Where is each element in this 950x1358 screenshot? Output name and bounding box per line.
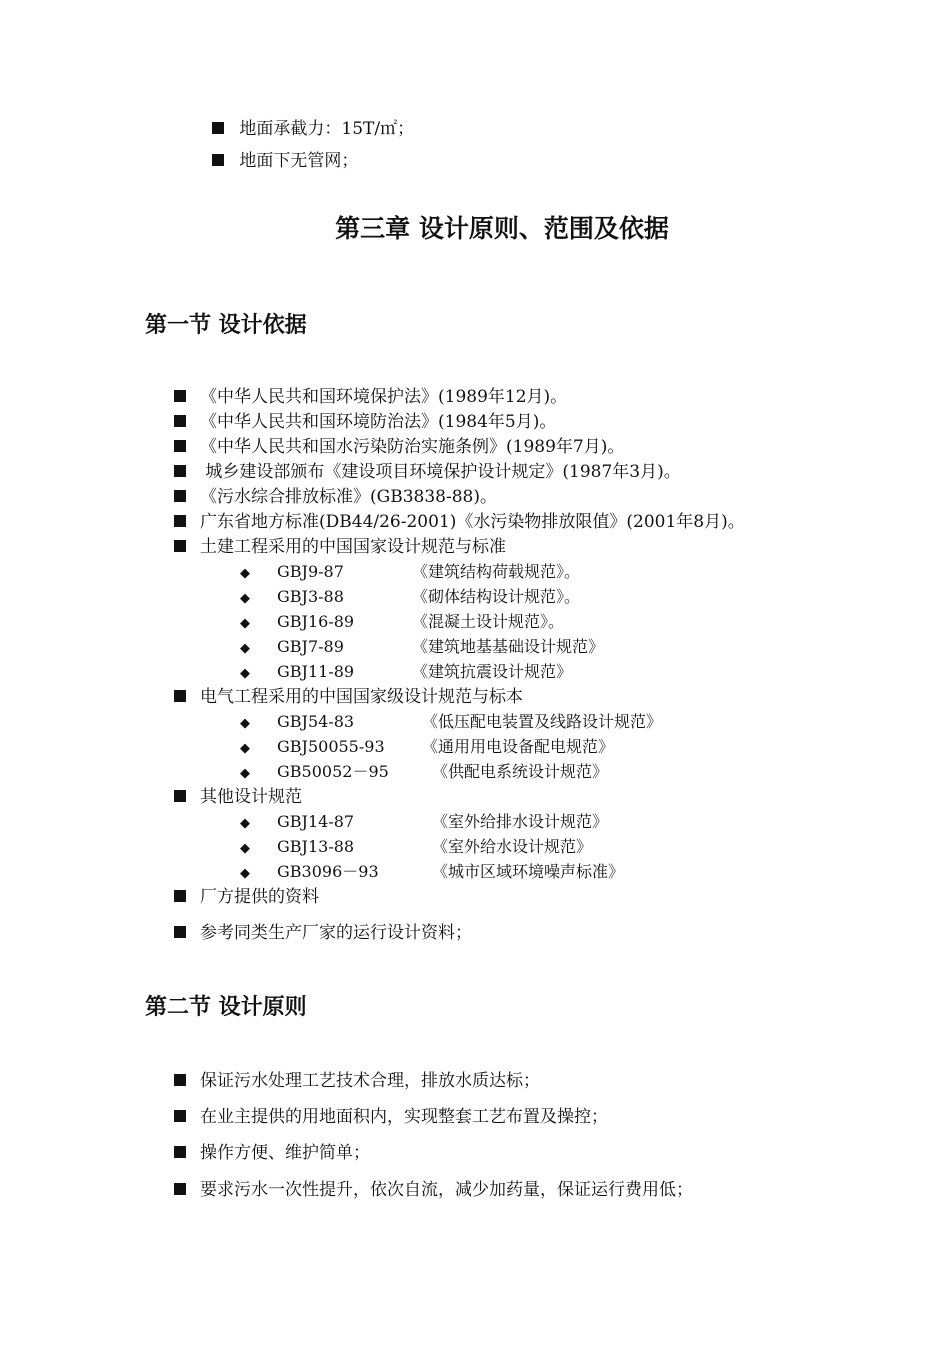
- list-item: 广东省地方标准(DB44/26-2001)《水污染物排放限值》(2001年8月)。: [174, 511, 745, 533]
- list-item: 城乡建设部颁布《建设项目环境保护设计规定》(1987年3月)。: [174, 461, 681, 483]
- diamond-bullet-icon: ◆: [240, 841, 250, 856]
- square-bullet-icon: [174, 790, 186, 802]
- diamond-bullet-icon: ◆: [240, 591, 250, 606]
- square-bullet-icon: [174, 440, 186, 452]
- standard-item: ◆ GBJ16-89 《混凝土设计规范》。: [240, 611, 250, 635]
- list-item: 《中华人民共和国环境防治法》(1984年5月)。: [174, 411, 556, 433]
- list-item: 保证污水处理工艺技术合理，排放水质达标；: [174, 1070, 540, 1092]
- square-bullet-icon: [174, 1146, 186, 1158]
- standard-item: ◆ GB50052－95 《供配电系统设计规范》: [240, 761, 250, 785]
- list-item: 《污水综合排放标准》(GB3838-88)。: [174, 486, 497, 508]
- list-item: 地面承截力：15T/㎡；: [212, 118, 414, 140]
- diamond-bullet-icon: ◆: [240, 616, 250, 631]
- list-item: 电气工程采用的中国国家级设计规范与标本: [174, 686, 523, 708]
- list-item: 要求污水一次性提升，依次自流，减少加药量，保证运行费用低；: [174, 1179, 693, 1201]
- standard-item: ◆ GBJ11-89 《建筑抗震设计规范》: [240, 661, 250, 685]
- square-bullet-icon: [174, 490, 186, 502]
- diamond-bullet-icon: ◆: [240, 641, 250, 656]
- diamond-bullet-icon: ◆: [240, 666, 250, 681]
- diamond-bullet-icon: ◆: [240, 741, 250, 756]
- standard-item: ◆ GBJ9-87 《建筑结构荷载规范》。: [240, 561, 250, 585]
- square-bullet-icon: [174, 1183, 186, 1195]
- square-bullet-icon: [174, 540, 186, 552]
- list-item: 厂方提供的资料: [174, 886, 319, 908]
- square-bullet-icon: [174, 515, 186, 527]
- list-item: 地面下无管网；: [212, 150, 358, 172]
- list-item: 《中华人民共和国环境保护法》(1989年12月)。: [174, 386, 567, 408]
- square-bullet-icon: [174, 465, 186, 477]
- square-bullet-icon: [174, 926, 186, 938]
- standard-item: ◆ GB3096－93 《城市区域环境噪声标准》: [240, 861, 250, 885]
- list-item: 操作方便、维护简单；: [174, 1142, 370, 1164]
- diamond-bullet-icon: ◆: [240, 816, 250, 831]
- square-bullet-icon: [212, 154, 224, 166]
- square-bullet-icon: [174, 1110, 186, 1122]
- standard-item: ◆ GBJ13-88 《室外给水设计规范》: [240, 836, 250, 860]
- list-item: 土建工程采用的中国国家设计规范与标准: [174, 536, 506, 558]
- list-item: 参考同类生产厂家的运行设计资料；: [174, 922, 472, 944]
- diamond-bullet-icon: ◆: [240, 716, 250, 731]
- square-bullet-icon: [174, 1074, 186, 1086]
- standard-item: ◆ GBJ7-89 《建筑地基基础设计规范》: [240, 636, 250, 660]
- diamond-bullet-icon: ◆: [240, 566, 250, 581]
- square-bullet-icon: [174, 890, 186, 902]
- standard-item: ◆ GBJ54-83 《低压配电装置及线路设计规范》: [240, 711, 250, 735]
- square-bullet-icon: [212, 122, 224, 134]
- chapter-title: 第三章 设计原则、范围及依据: [335, 214, 669, 243]
- square-bullet-icon: [174, 390, 186, 402]
- square-bullet-icon: [174, 415, 186, 427]
- list-item: 《中华人民共和国水污染防治实施条例》(1989年7月)。: [174, 436, 624, 458]
- section-title: 第一节 设计依据: [145, 313, 307, 338]
- square-bullet-icon: [174, 690, 186, 702]
- diamond-bullet-icon: ◆: [240, 766, 250, 781]
- section-title: 第二节 设计原则: [145, 995, 307, 1020]
- list-item: 在业主提供的用地面积内，实现整套工艺布置及操控；: [174, 1106, 608, 1128]
- standard-item: ◆ GBJ3-88 《砌体结构设计规范》。: [240, 586, 250, 610]
- diamond-bullet-icon: ◆: [240, 866, 250, 881]
- standard-item: ◆ GBJ14-87 《室外给排水设计规范》: [240, 811, 250, 835]
- standard-item: ◆ GBJ50055-93 《通用用电设备配电规范》: [240, 736, 250, 760]
- list-item: 其他设计规范: [174, 786, 302, 808]
